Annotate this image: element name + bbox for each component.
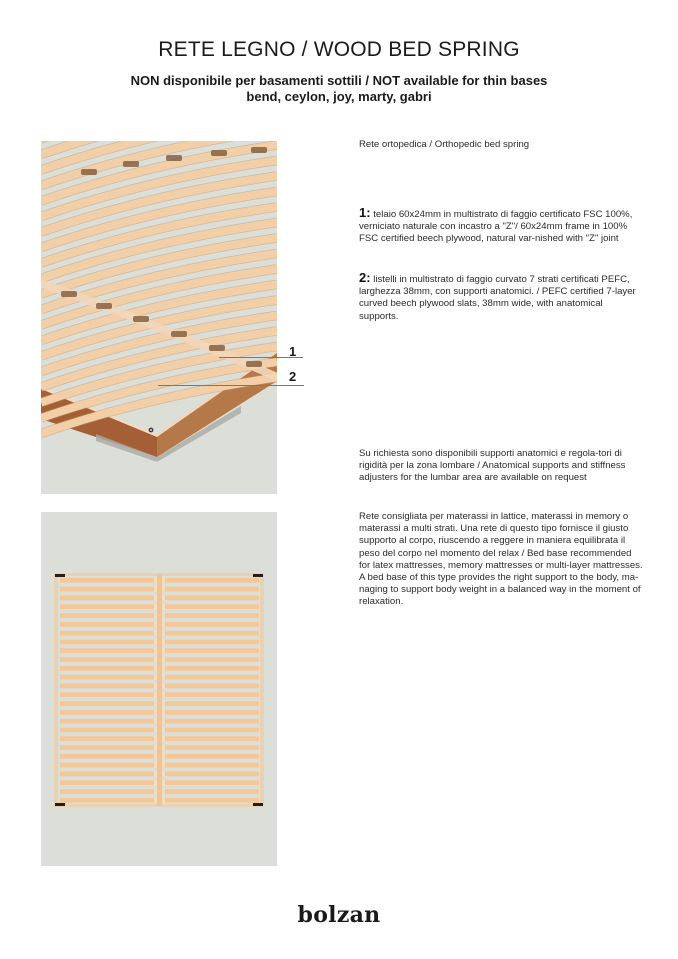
slat-left	[60, 640, 156, 645]
slat-holder	[162, 727, 165, 733]
slat-holder	[162, 762, 165, 768]
slat-holder	[154, 789, 157, 795]
slat-holder	[154, 666, 157, 672]
slat-holder	[162, 674, 165, 680]
slat-left	[60, 736, 156, 741]
slat-right	[163, 798, 259, 803]
slat-left	[60, 701, 156, 706]
slat-right	[163, 772, 259, 777]
slat-holder	[162, 736, 165, 742]
spec-1	[359, 207, 643, 246]
slat-holder	[154, 586, 157, 592]
slat-support	[81, 169, 97, 175]
slat-holder	[154, 771, 157, 777]
page-title: RETE LEGNO / WOOD BED SPRING	[158, 38, 520, 61]
slat-right	[163, 622, 259, 627]
slat-right	[163, 631, 259, 636]
slat-right	[163, 657, 259, 662]
brand-logo: bolzan	[297, 902, 381, 928]
slat-holder	[162, 745, 165, 751]
slat-left	[60, 772, 156, 777]
slat-holder	[162, 692, 165, 698]
slat-right	[163, 596, 259, 601]
slat-right	[163, 578, 259, 583]
slat-holder	[162, 710, 165, 716]
slat-left	[60, 622, 156, 627]
slat-support	[251, 147, 267, 153]
callout-label-2: 2	[289, 369, 297, 384]
slat-left	[60, 798, 156, 803]
slat-holder	[162, 780, 165, 786]
slat-holder	[154, 648, 157, 654]
on-request-note: Su richiesta sono disponibili supporti anatomici e regola-tori di rigidità per la zona lombare / Anatomical supports and stiffness adjusters for the lumbar area are available on request	[359, 448, 626, 484]
slat-left	[60, 657, 156, 662]
slat-holder	[154, 745, 157, 751]
slat-holder	[154, 780, 157, 786]
slat-left	[60, 631, 156, 636]
corner-bracket-top-left	[55, 574, 65, 577]
slat-support	[211, 150, 227, 156]
availability-note: NON disponibile per basamenti sottili / NOT available for thin bases	[130, 73, 548, 88]
perspective-bed-illustration	[41, 141, 277, 494]
slat-right	[163, 780, 259, 785]
slat-left	[60, 728, 156, 733]
slat-right	[163, 666, 259, 671]
corner-bracket-bottom-right	[253, 803, 263, 806]
spec-1-number: 1:	[359, 205, 371, 220]
slat-holder	[154, 683, 157, 689]
slat-left	[60, 692, 156, 697]
slat-left	[60, 763, 156, 768]
slat-right	[163, 763, 259, 768]
slat-holder	[162, 798, 165, 804]
slat-holder	[154, 754, 157, 760]
callout-label-1: 1	[289, 344, 297, 359]
intro-text: Rete ortopedica / Orthopedic bed spring	[359, 139, 530, 150]
callout-line-2	[158, 385, 304, 386]
slat-holder	[162, 639, 165, 645]
slat-support	[209, 345, 225, 351]
slat-left	[60, 648, 156, 653]
slat-right	[163, 684, 259, 689]
slat-holder	[162, 666, 165, 672]
slat-right	[163, 736, 259, 741]
slat-left	[60, 675, 156, 680]
slat-holder	[162, 630, 165, 636]
slat-support	[133, 316, 149, 322]
slat-holder	[154, 674, 157, 680]
slat-left	[60, 666, 156, 671]
slat-left	[60, 578, 156, 583]
slat-holder	[154, 710, 157, 716]
slat-holder	[154, 762, 157, 768]
slat-left	[60, 789, 156, 794]
slat-holder	[162, 789, 165, 795]
slat-holder	[154, 798, 157, 804]
slat-left	[60, 780, 156, 785]
slat-left	[60, 587, 156, 592]
slat-holder	[154, 639, 157, 645]
slat-holder	[162, 622, 165, 628]
slat-holder	[162, 701, 165, 707]
slat-left	[60, 745, 156, 750]
slat-holder	[154, 657, 157, 663]
corner-bracket-top-right	[253, 574, 263, 577]
excluded-models: bend, ceylon, joy, marty, gabri	[246, 89, 432, 104]
slat-holder	[162, 683, 165, 689]
center-rail	[157, 574, 162, 806]
slat-holder	[154, 736, 157, 742]
slat-right	[163, 710, 259, 715]
slat-right	[163, 728, 259, 733]
slat-holder	[154, 613, 157, 619]
slat-holder	[154, 578, 157, 584]
slat-left	[60, 604, 156, 609]
slat-right	[163, 692, 259, 697]
slat-holder	[154, 595, 157, 601]
slat-support	[96, 303, 112, 309]
slat-support	[166, 155, 182, 161]
top-view-bed-image	[41, 512, 277, 866]
slat-holder	[154, 622, 157, 628]
slat-holder	[162, 586, 165, 592]
page-subtitle	[0, 73, 678, 105]
slat-right	[163, 701, 259, 706]
slat-right	[163, 613, 259, 618]
slat-holder	[162, 718, 165, 724]
slat-holder	[154, 701, 157, 707]
slat-holder	[154, 630, 157, 636]
perspective-bed-image	[41, 141, 277, 494]
spec-2-text: listelli in multistrato di faggio curvato 7 strati certificati PEFC, larghezza 38mm, con supporti anatomici. / PEFC certified 7-layer curved beech plywood slats, 38mm wide, with anatomical supports.	[359, 274, 636, 322]
slat-holder	[154, 727, 157, 733]
slat-holder	[162, 771, 165, 777]
slat-holder	[162, 754, 165, 760]
slat-right	[163, 604, 259, 609]
slat-support	[171, 331, 187, 337]
slat-left	[60, 710, 156, 715]
slat-holder	[162, 578, 165, 584]
slat-right	[163, 675, 259, 680]
recommendation-text: Rete consigliata per materassi in lattice, materassi in memory o materassi a multi strati. Una rete di questo tipo fornisce il giusto supporto al corpo, riuscendo a reggere in maniera equilibrata il peso del corpo nel momento del relax / Bed base recommended for latex mattresses, memory mattresses or multi-layer mattresses. A bed base of this type provides the right support to the body, ma-naging to support body weight in a balanced way in the moment of relaxation.	[359, 511, 643, 608]
slat-left	[60, 754, 156, 759]
slat-holder	[154, 718, 157, 724]
spec-1-text: telaio 60x24mm in multistrato di faggio certificato FSC 100%, verniciato naturale con incastro a "Z"/ 60x24mm frame in 100% FSC certified beech plywood, natural var-nished with "Z" joint	[359, 209, 633, 245]
slat-holder	[162, 613, 165, 619]
corner-bracket-bottom-left	[55, 803, 65, 806]
slat-support	[246, 361, 262, 367]
slat-right	[163, 640, 259, 645]
slat-left	[60, 719, 156, 724]
slat-right	[163, 754, 259, 759]
slat-holder	[162, 648, 165, 654]
spec-2-number: 2:	[359, 270, 371, 285]
slat-right	[163, 587, 259, 592]
slat-right	[163, 719, 259, 724]
slat-holder	[162, 604, 165, 610]
top-view-bed-illustration	[41, 512, 277, 866]
slat-right	[163, 789, 259, 794]
slat-right	[163, 648, 259, 653]
slat-holder	[154, 604, 157, 610]
slat-left	[60, 684, 156, 689]
slat-left	[60, 596, 156, 601]
spec-2	[359, 272, 643, 323]
slat-right	[163, 745, 259, 750]
slat-holder	[162, 595, 165, 601]
slat-left	[60, 613, 156, 618]
slat-support	[61, 291, 77, 297]
slat-support	[123, 161, 139, 167]
slat-holder	[162, 657, 165, 663]
slat-holder	[154, 692, 157, 698]
